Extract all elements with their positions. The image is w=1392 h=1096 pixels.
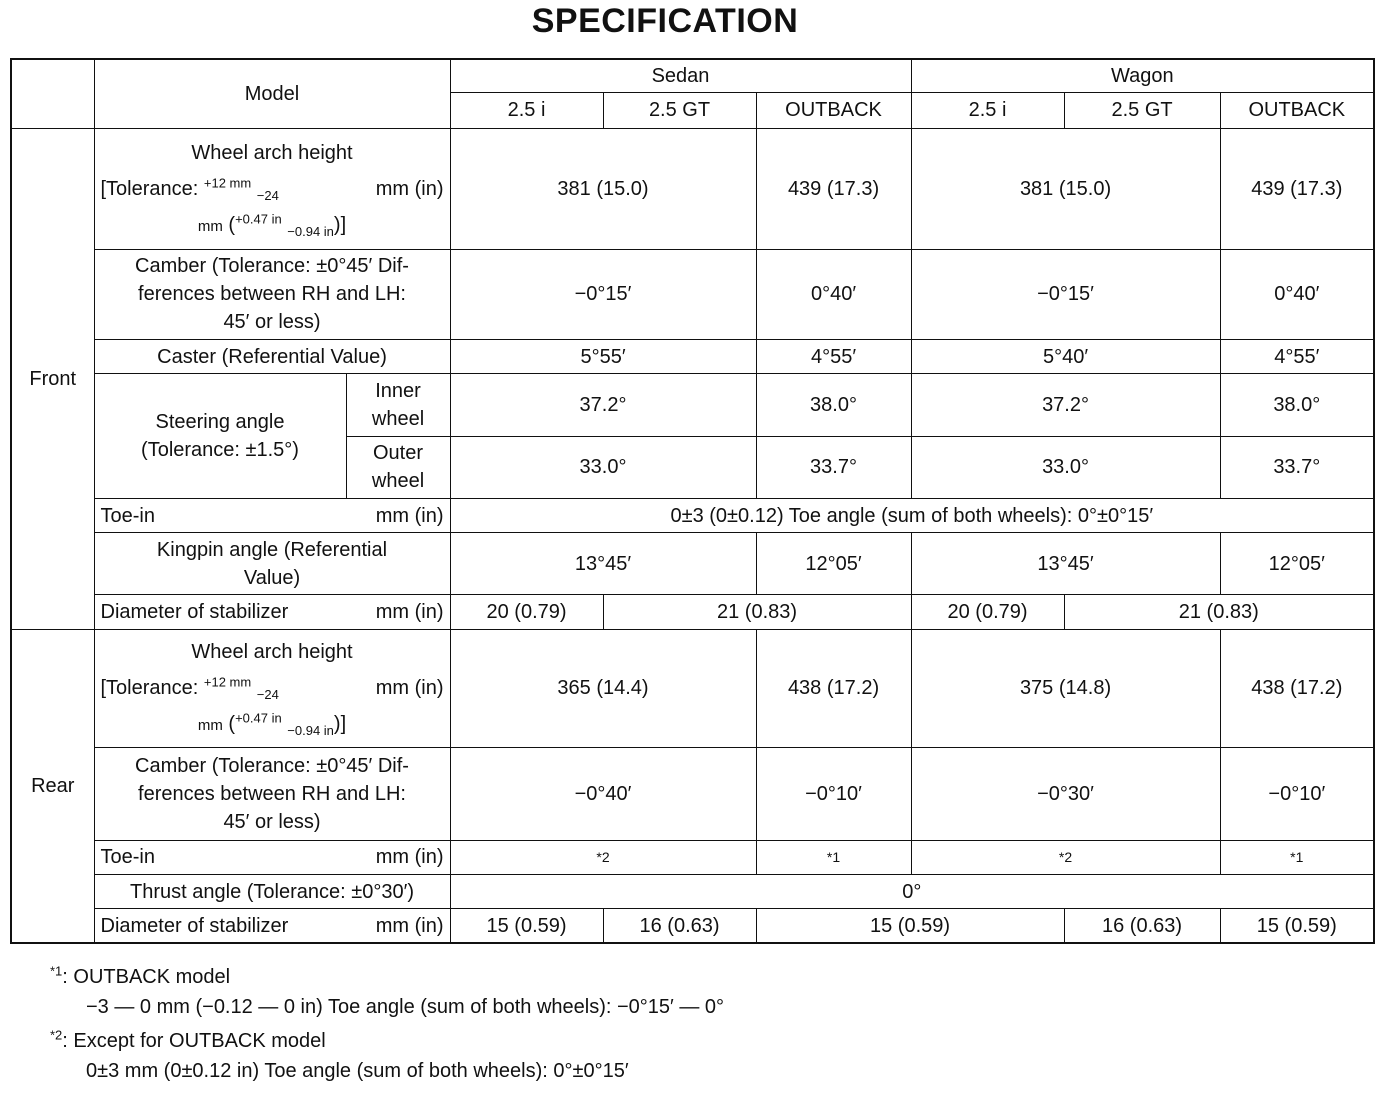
front-wheel-arch-wagon-outback: 439 (17.3)	[1220, 128, 1374, 249]
front-camber-wagon-outback: 0°40′	[1220, 249, 1374, 340]
rear-tol-in-plus: +0.47 in	[235, 710, 282, 726]
rear-thrust-label: Thrust angle (Tolerance: ±0°30′)	[94, 875, 450, 909]
front-wheel-arch-sedan: 381 (15.0)	[450, 128, 756, 249]
corner-cell	[11, 59, 94, 128]
front-wheel-arch-wagon: 381 (15.0)	[911, 128, 1220, 249]
front-caster-label: Caster (Referential Value)	[94, 340, 450, 374]
front-caster-row	[11, 340, 1374, 374]
front-caster-sedan-outback: 4°55′	[756, 340, 911, 374]
front-steering-inner-wagon: 37.2°	[911, 374, 1220, 436]
camber-line3: 45′ or less)	[223, 311, 321, 334]
rear-wheel-arch-tolerance-in: mm ($^{+0.47 in}$ $_{-0.94 in}$)]	[197, 710, 347, 739]
rear-camber-wagon: −0°30′	[911, 748, 1220, 841]
wagon-25i-header: 2.5 i	[911, 92, 1064, 128]
inner-wheel-label	[346, 374, 450, 436]
front-toe-label	[94, 498, 450, 532]
tol-in-minus: −0.94 in	[287, 223, 334, 239]
rear-unit-label: mm (in)	[375, 677, 444, 700]
footnote-2-text: 0±3 mm (0±0.12 in) Toe angle (sum of both wheels): 0°±0°15′	[86, 1060, 629, 1082]
rear-stabilizer-c3: 15 (0.59)	[756, 909, 1064, 943]
toe-unit: mm (in)	[375, 504, 444, 527]
toe-title: Toe-in	[100, 504, 155, 527]
rear-toe-row	[11, 840, 1374, 874]
outer-wheel-label	[346, 436, 450, 498]
rear-stabilizer-unit: mm (in)	[375, 914, 444, 937]
sedan-header: Sedan	[450, 59, 911, 92]
camber-line1: Camber (Tolerance: ±0°45′ Dif-	[135, 255, 409, 278]
rear-toe-wagon-outback: *1	[1220, 840, 1374, 874]
front-stabilizer-wagon-rest: 21 (0.83)	[1064, 595, 1374, 629]
front-steering-outer-wagon: 33.0°	[911, 436, 1220, 498]
rear-wheel-arch-row	[11, 629, 1374, 748]
front-stabilizer-sedan-rest: 21 (0.83)	[603, 595, 911, 629]
front-stabilizer-sedan-25i: 20 (0.79)	[450, 595, 603, 629]
rear-stabilizer-label	[94, 909, 450, 943]
wheel-arch-title: Wheel arch height	[191, 141, 353, 164]
front-toe-value: 0±3 (0±0.12) Toe angle (sum of both wheels): 0°±0°15′	[450, 498, 1374, 532]
front-toe-row	[11, 498, 1374, 532]
sedan-25i-header: 2.5 i	[450, 92, 603, 128]
rear-camber-line1: Camber (Tolerance: ±0°45′ Dif-	[135, 755, 409, 778]
rear-tol-in-minus: −0.94 in	[287, 723, 334, 739]
front-steering-inner-wagon-outback: 38.0°	[1220, 374, 1374, 436]
tol-mm: mm	[197, 217, 223, 235]
tol-prefix: [Tolerance:	[100, 177, 204, 200]
rear-wheel-arch-wagon: 375 (14.8)	[911, 629, 1220, 748]
footnote-1-heading: : OUTBACK model	[62, 966, 231, 988]
rear-stabilizer-c4: 16 (0.63)	[1064, 909, 1220, 943]
front-caster-wagon-outback: 4°55′	[1220, 340, 1374, 374]
rear-stabilizer-row	[11, 909, 1374, 943]
stabilizer-title: Diameter of stabilizer	[100, 601, 289, 624]
outer-line1: Outer	[372, 442, 424, 465]
rear-wheel-arch-label	[94, 629, 450, 748]
front-camber-wagon: −0°15′	[911, 249, 1220, 340]
rear-wheel-arch-sedan: 365 (14.4)	[450, 629, 756, 748]
front-stabilizer-wagon-25i: 20 (0.79)	[911, 595, 1064, 629]
tol-in-plus: +0.47 in	[235, 211, 282, 227]
rear-camber-wagon-outback: −0°10′	[1220, 748, 1374, 841]
rear-toe-sedan: *2	[450, 840, 756, 874]
rear-camber-sedan-outback: −0°10′	[756, 748, 911, 841]
front-group-label: Front	[11, 128, 94, 629]
front-kingpin-sedan: 13°45′	[450, 533, 756, 595]
rear-tol-prefix: [Tolerance:	[100, 677, 204, 700]
front-kingpin-label	[94, 533, 450, 595]
footnote-1-mark: *1	[50, 963, 63, 979]
rear-toe-unit: mm (in)	[375, 846, 444, 869]
rear-stabilizer-c2: 16 (0.63)	[603, 909, 756, 943]
tol-minus: −24	[256, 187, 279, 203]
front-wheel-arch-row	[11, 128, 1374, 249]
front-camber-label	[94, 249, 450, 340]
unit-label: mm (in)	[375, 177, 444, 200]
front-steering-outer-sedan-outback: 33.7°	[756, 436, 911, 498]
rear-wheel-arch-wagon-outback: 438 (17.2)	[1220, 629, 1374, 748]
footnotes	[50, 962, 724, 1086]
rear-stabilizer-title: Diameter of stabilizer	[100, 914, 289, 937]
rear-tol-minus: −24	[256, 687, 279, 703]
footnote-1-title	[50, 962, 724, 992]
wheel-arch-tolerance	[101, 175, 444, 203]
header-row	[11, 59, 1374, 92]
front-kingpin-sedan-outback: 12°05′	[756, 533, 911, 595]
rear-tol-plus: +12 mm	[203, 674, 252, 690]
camber-line2: ferences between RH and LH:	[138, 283, 406, 306]
rear-camber-sedan: −0°40′	[450, 748, 756, 841]
front-steering-inner-sedan-outback: 38.0°	[756, 374, 911, 436]
rear-stabilizer-c5: 15 (0.59)	[1220, 909, 1374, 943]
front-wheel-arch-label	[94, 128, 450, 249]
rear-toe-sedan-outback: *1	[756, 840, 911, 874]
front-steering-outer-sedan: 33.0°	[450, 436, 756, 498]
front-steering-inner-sedan: 37.2°	[450, 374, 756, 436]
rear-camber-label	[94, 748, 450, 841]
rear-camber-row	[11, 748, 1374, 841]
front-caster-sedan: 5°55′	[450, 340, 756, 374]
wagon-25gt-header: 2.5 GT	[1064, 92, 1220, 128]
rear-toe-label	[94, 840, 450, 874]
front-stabilizer-row	[11, 595, 1374, 629]
front-camber-sedan: −0°15′	[450, 249, 756, 340]
front-kingpin-row	[11, 533, 1374, 595]
rear-toe-title: Toe-in	[100, 846, 155, 869]
rear-toe-wagon: *2	[911, 840, 1220, 874]
front-kingpin-wagon: 13°45′	[911, 533, 1220, 595]
page-title: SPECIFICATION	[531, 2, 799, 40]
stabilizer-unit: mm (in)	[375, 601, 444, 624]
outer-line2: wheel	[371, 470, 425, 493]
steering-line1: Steering angle	[155, 411, 285, 434]
wheel-arch-tolerance-in: mm ($^{+0.47 in}$ $_{-0.94 in}$)]	[197, 211, 347, 239]
rear-stabilizer-c1: 15 (0.59)	[450, 909, 603, 943]
inner-line2: wheel	[371, 407, 425, 430]
footnote-2-mark: *2	[50, 1027, 63, 1043]
specification-table	[10, 58, 1375, 944]
rear-tol-mm: mm	[197, 717, 223, 735]
rear-camber-line3: 45′ or less)	[223, 811, 321, 834]
front-camber-sedan-outback: 0°40′	[756, 249, 911, 340]
rear-wheel-arch-sedan-outback: 438 (17.2)	[756, 629, 911, 748]
footnote-1-text: −3 — 0 mm (−0.12 — 0 in) Toe angle (sum of both wheels): −0°15′ — 0°	[86, 996, 725, 1018]
front-camber-row	[11, 249, 1374, 340]
inner-line1: Inner	[375, 379, 421, 402]
rear-thrust-row	[11, 875, 1374, 909]
footnote-2-title	[50, 1026, 724, 1056]
rear-camber-line2: ferences between RH and LH:	[138, 783, 406, 806]
rear-wheel-arch-title: Wheel arch height	[191, 641, 353, 664]
kingpin-line1: Kingpin angle (Referential	[156, 538, 388, 561]
footnote-2-heading: : Except for OUTBACK model	[62, 1030, 326, 1052]
wagon-outback-header: OUTBACK	[1220, 92, 1374, 128]
front-stabilizer-label	[94, 595, 450, 629]
front-steering-label	[94, 374, 346, 499]
front-steering-inner-row	[11, 374, 1374, 436]
front-wheel-arch-sedan-outback: 439 (17.3)	[756, 128, 911, 249]
model-header: Model	[94, 59, 450, 128]
sedan-outback-header: OUTBACK	[756, 92, 911, 128]
rear-thrust-value: 0°	[450, 875, 1374, 909]
tol-plus: +12 mm	[203, 175, 252, 191]
front-caster-wagon: 5°40′	[911, 340, 1220, 374]
front-steering-outer-wagon-outback: 33.7°	[1220, 436, 1374, 498]
sedan-25gt-header: 2.5 GT	[603, 92, 756, 128]
wagon-header: Wagon	[911, 59, 1374, 92]
rear-group-label: Rear	[11, 629, 94, 943]
rear-wheel-arch-tolerance	[101, 674, 444, 702]
kingpin-line2: Value)	[243, 566, 301, 589]
front-kingpin-wagon-outback: 12°05′	[1220, 533, 1374, 595]
steering-line2: (Tolerance: ±1.5°)	[141, 439, 299, 462]
